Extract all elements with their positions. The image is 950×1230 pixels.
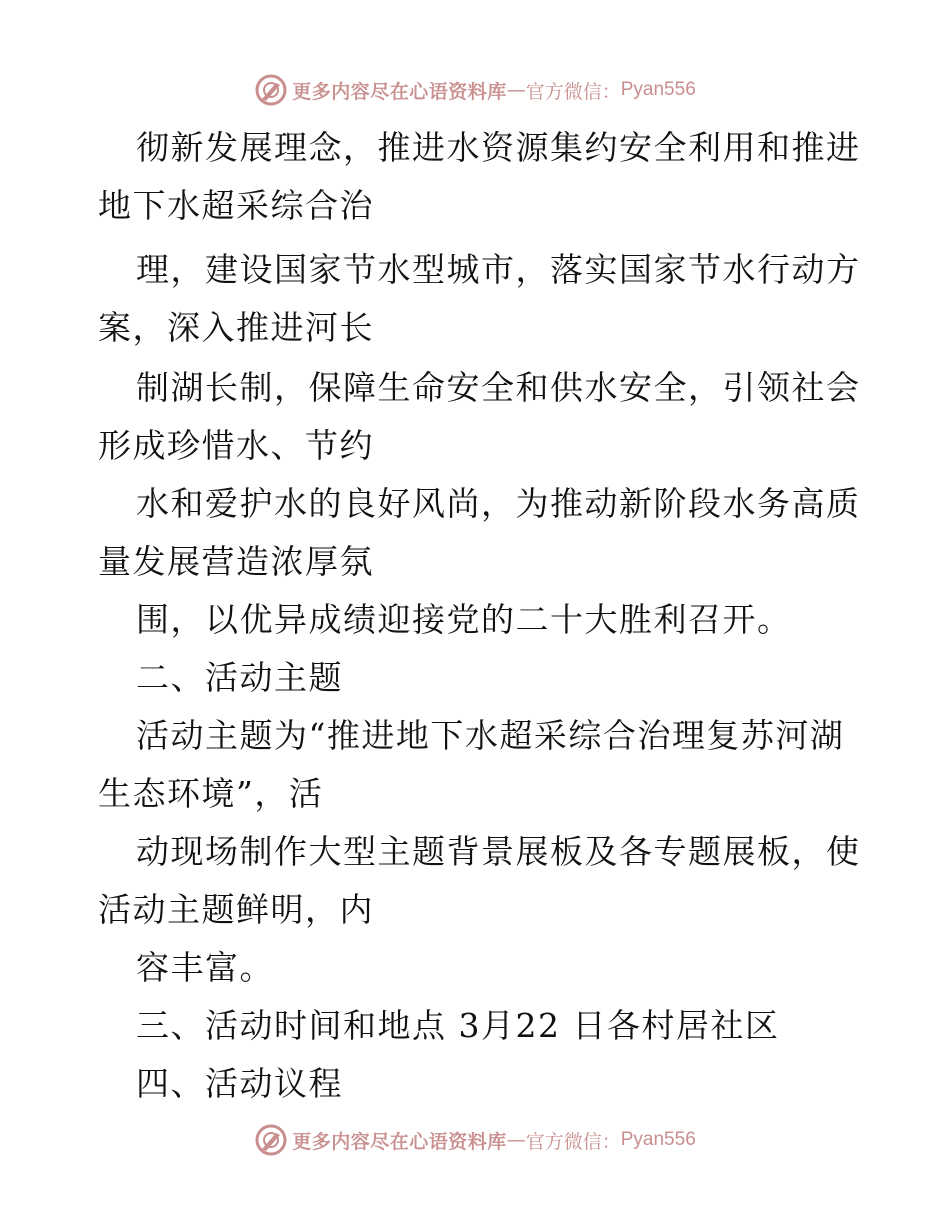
watermark-text: 更多内容尽在心语资料库 [292,80,507,103]
pen-logo-icon [254,73,288,107]
watermark-text: 更多内容尽在心语资料库 [292,1130,507,1153]
watermark-official-label: 官方微信： [525,1130,621,1153]
section-heading: 四、活动议程 [136,1064,343,1103]
text-line: 生态环境”，活 [98,774,324,813]
watermark-separator: — [506,1129,526,1151]
watermark-wechat-id: Pyan556 [620,79,696,100]
watermark-wechat-id: Pyan556 [620,1129,696,1150]
text-line: 动现场制作大型主题背景展板及各专题展板，使 [136,832,861,871]
text-line: 活动主题鲜明，内 [98,890,374,929]
text-line: 活动主题为“推进地下水超采综合治理复苏河湖 [136,716,845,755]
text-line: 围，以优异成绩迎接党的二十大胜利召开。 [136,600,792,639]
text-line: 量发展营造浓厚氛 [98,542,374,581]
text-line: 案，深入推进河长 [98,308,374,347]
text-line: 形成珍惜水、节约 [98,426,374,465]
watermark-separator: — [506,79,526,101]
footer-watermark [0,1120,950,1160]
header-watermark [0,70,950,110]
text-line: 地下水超采综合治 [98,186,374,225]
text-line: 彻新发展理念，推进水资源集约安全利用和推进 [136,128,861,167]
text-line: 制湖长制，保障生命安全和供水安全，引领社会 [136,368,861,407]
watermark-official-label: 官方微信： [525,80,621,103]
text-line: 水和爱护水的良好风尚，为推动新阶段水务高质 [136,484,861,523]
text-line: 容丰富。 [136,948,274,987]
pen-logo-icon [254,1123,288,1157]
text-line: 理，建设国家节水型城市，落实国家节水行动方 [136,250,861,289]
section-heading: 二、活动主题 [136,658,343,697]
section-heading: 三、活动时间和地点 3月22 日各村居社区 [136,1006,780,1045]
